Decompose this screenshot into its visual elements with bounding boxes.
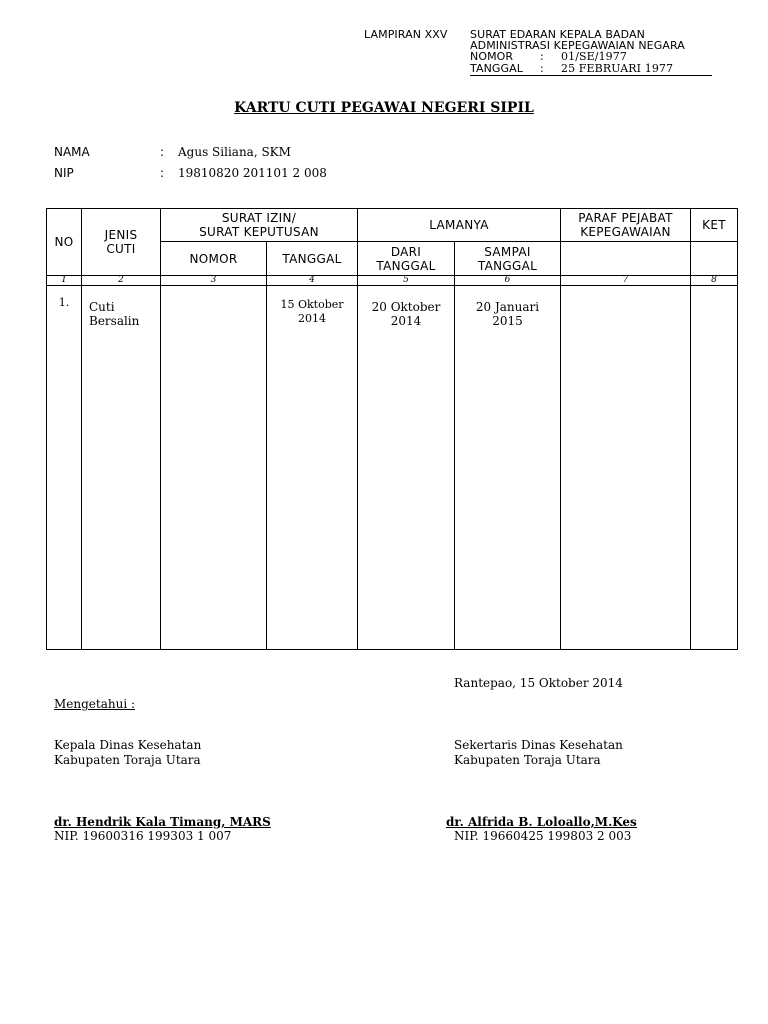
mengetahui-label: Mengetahui : xyxy=(54,697,136,711)
surat-edaran-line2: ADMINISTRASI KEPEGAWAIAN NEGARA xyxy=(470,39,685,52)
header-paraf-pejabat: PARAF PEJABAT KEPEGAWAIAN xyxy=(561,209,691,242)
header-paraf-empty xyxy=(561,242,691,276)
row-sampai-tanggal: 20 Januari 2015 xyxy=(455,286,561,650)
leave-table xyxy=(46,208,738,650)
header-surat-izin: SURAT IZIN/ SURAT KEPUTUSAN xyxy=(161,209,358,242)
right-signer-name: dr. Alfrida B. Loloallo,M.Kes xyxy=(446,815,637,829)
row-dari-tanggal: 20 Oktober 2014 xyxy=(358,286,455,650)
column-number: 1 xyxy=(47,276,82,286)
column-number: 3 xyxy=(161,276,267,286)
column-number: 7 xyxy=(561,276,691,286)
table-row xyxy=(47,286,738,650)
header-sampai-tanggal: SAMPAI TANGGAL xyxy=(455,242,561,276)
place-date: Rantepao, 15 Oktober 2014 xyxy=(454,676,623,690)
nomor-label: NOMOR xyxy=(470,50,514,63)
tanggal-label: TANGGAL xyxy=(470,62,524,75)
column-number-row xyxy=(47,276,738,286)
nip-value: 19810820 201101 2 008 xyxy=(178,166,327,180)
left-signer-nip: NIP. 19600316 199303 1 007 xyxy=(54,829,232,843)
nama-separator: : xyxy=(160,145,165,159)
nama-value: Agus Siliana, SKM xyxy=(178,145,291,159)
row-nomor xyxy=(161,286,267,650)
header-underline xyxy=(470,75,712,76)
header-ket: KET xyxy=(691,209,738,242)
header-dari-tanggal: DARI TANGGAL xyxy=(358,242,455,276)
surat-edaran-line1: SURAT EDARAN KEPALA BADAN xyxy=(470,28,645,41)
column-number: 2 xyxy=(82,276,161,286)
right-signer-nip: NIP. 19660425 199803 2 003 xyxy=(454,829,632,843)
left-signer-title2: Kabupaten Toraja Utara xyxy=(54,753,201,767)
column-number: 4 xyxy=(267,276,358,286)
left-signer-name: dr. Hendrik Kala Timang, MARS xyxy=(54,815,271,829)
row-no: 1. xyxy=(47,286,82,650)
tanggal-value: 25 FEBRUARI 1977 xyxy=(561,62,674,75)
row-paraf xyxy=(561,286,691,650)
nomor-separator: : xyxy=(540,50,544,63)
header-ket-empty xyxy=(691,242,738,276)
column-number: 6 xyxy=(455,276,561,286)
header-no: NO xyxy=(47,209,82,276)
right-signer-title2: Kabupaten Toraja Utara xyxy=(454,753,601,767)
header-nomor: NOMOR xyxy=(161,242,267,276)
column-number: 5 xyxy=(358,276,455,286)
right-signer-title1: Sekertaris Dinas Kesehatan xyxy=(454,738,623,752)
nomor-value: 01/SE/1977 xyxy=(561,50,627,63)
column-number: 8 xyxy=(691,276,738,286)
lampiran-label: LAMPIRAN XXV xyxy=(364,28,448,41)
nip-separator: : xyxy=(160,166,165,180)
header-tanggal: TANGGAL xyxy=(267,242,358,276)
row-jenis-cuti: Cuti Bersalin xyxy=(82,286,161,650)
header-lamanya: LAMANYA xyxy=(358,209,561,242)
nama-label: NAMA xyxy=(54,145,90,159)
header-jenis-cuti: JENIS CUTI xyxy=(82,209,161,276)
row-tanggal: 15 Oktober 2014 xyxy=(267,286,358,650)
row-ket xyxy=(691,286,738,650)
tanggal-separator: : xyxy=(540,62,544,75)
nip-label: NIP xyxy=(54,166,74,180)
document-title: KARTU CUTI PEGAWAI NEGERI SIPIL xyxy=(234,100,534,116)
left-signer-title1: Kepala Dinas Kesehatan xyxy=(54,738,202,752)
